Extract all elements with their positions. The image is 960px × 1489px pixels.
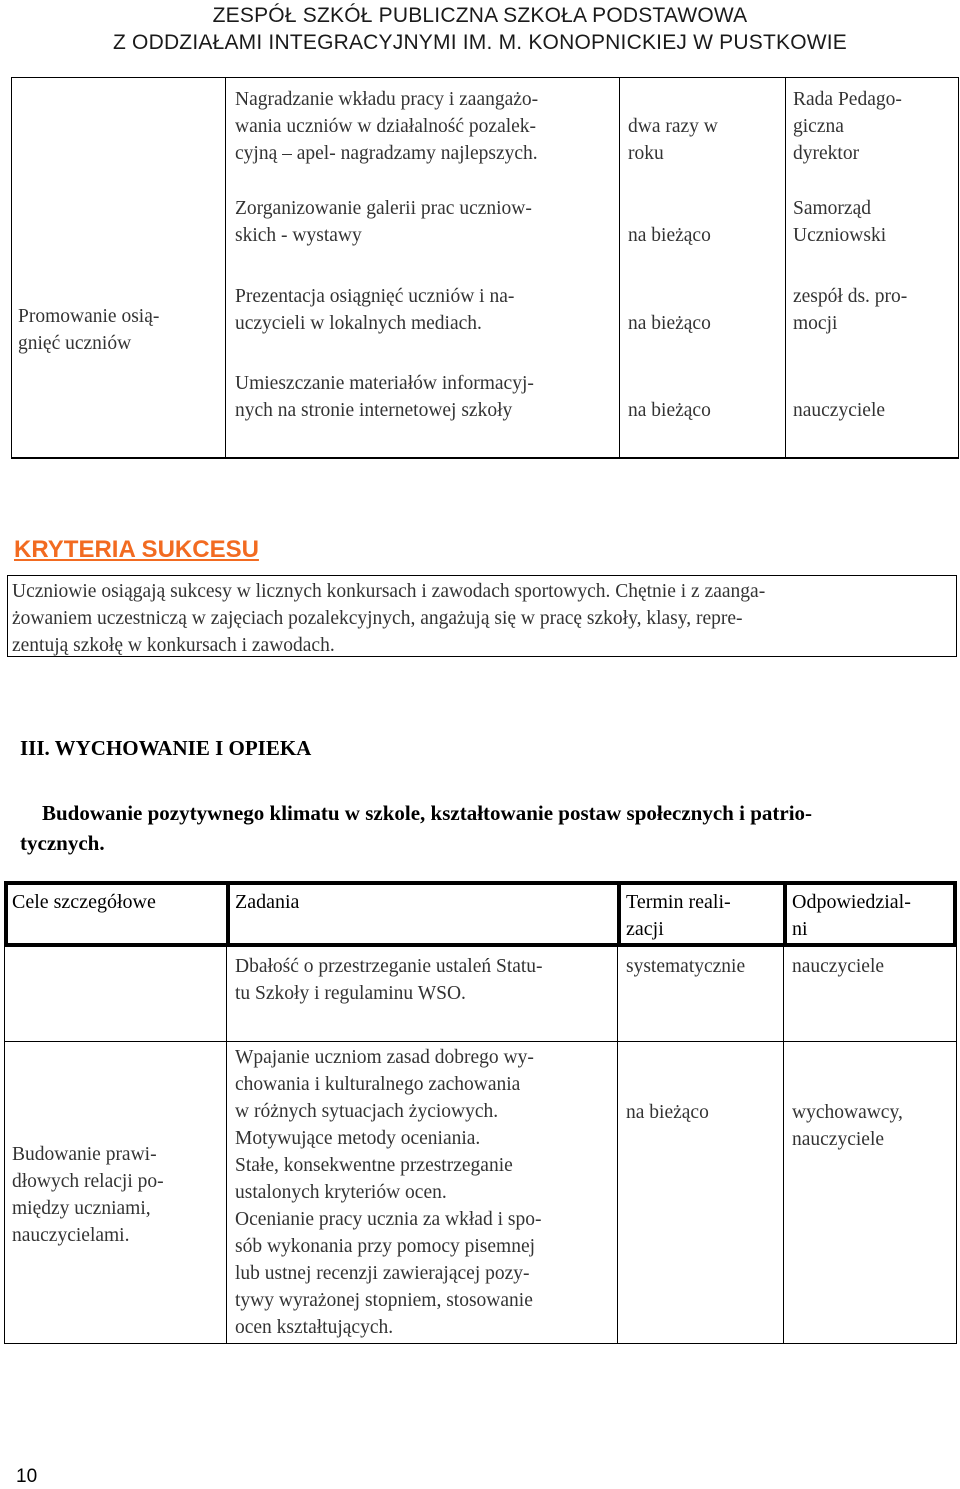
table2-task-2: Wpajanie uczniom zasad dobrego wy- chowania i kulturalnego zachowania w różnych sytuacjach życiowych. Motywujące metody oceniania. Stałe, konsekwentne przestrzeganie ustalonych kryteriów ocen. Ocenianie pracy ucznia za wkład i spo- sób wykonania przy pomocy pisemnej lub ustnej recenzji zawierającej pozy- tywy wyrażonej stopniem, stosowanie ocen kształtujących. [235,1047,542,1338]
table2-header-term: Termin reali- zacji [626,891,731,940]
table1-term-4: na bieżąco [628,400,711,421]
table2-header-task: Zadania [235,891,300,913]
header-school-subtitle: Z ODDZIAŁAMI INTEGRACYJNYMI IM. M. KONOPNICKIEJ W PUSTKOWIE [112,31,847,54]
table1-resp-4: nauczyciele [793,400,886,421]
table1-term-2: na bieżąco [628,225,711,246]
table1-task-3: Prezentacja osiągnięć uczniów i na- uczycieli w lokalnych mediach. [235,286,515,334]
success-criteria-heading: KRYTERIA SUKCESU [14,536,259,563]
table1-task-1: Nagradzanie wkładu pracy i zaangażo- wania uczniów w działalność pozalek- cyjną – apel- nagradzamy najlepszych. [235,89,539,164]
table1-resp-3: zespół ds. pro- mocji [793,286,908,334]
table2-resp-2: wychowawcy, nauczyciele [792,1102,903,1150]
table2-term-2: na bieżąco [626,1102,709,1123]
table1-resp-1: Rada Pedago- giczna dyrektor [793,89,902,164]
table1-term-3: na bieżąco [628,313,711,334]
table2-resp-1: nauczyciele [792,956,885,977]
table2-header-goal: Cele szczegółowe [12,891,156,913]
table2-goal-2: Budowanie prawi- dłowych relacji po- między uczniami, nauczycielami. [12,1144,164,1246]
table2-term-1: systematycznie [626,956,746,977]
table1-term-1: dwa razy w roku [628,116,718,164]
table2-header-resp: Odpowiedzial- ni [792,891,911,940]
section-title: III. WYCHOWANIE I OPIEKA [20,736,312,760]
page-number: 10 [16,1466,38,1487]
success-criteria-text: Uczniowie osiągają sukcesy w licznych konkursach i zawodach sportowych. Chętnie i z zaanga- żowaniem uczestniczą w zajęciach pozalekcyjnych, angażują się w pracę szkoły, klasy, repre- zentują szkołę w konkursach i zawodach. [12,581,766,656]
table2-task-1: Dbałość o przestrzeganie ustaleń Statu- tu Szkoły i regulaminu WSO. [235,956,543,1004]
section-intro: Budowanie pozytywnego klimatu w szkole, kształtowanie postaw społecznych i patrio- tycznych. [20,801,813,855]
table1-task-4: Umieszczanie materiałów informacyj- nych na stronie internetowej szkoły [235,373,534,421]
table1-task-2: Zorganizowanie galerii prac uczniow- skich - wystawy [235,198,532,246]
header-school-name: ZESPÓŁ SZKÓŁ PUBLICZNA SZKOŁA PODSTAWOWA [212,4,748,27]
table1-resp-2: Samorząd Uczniowski [793,198,887,246]
table1-goal: Promowanie osią- gnięć uczniów [18,306,160,354]
